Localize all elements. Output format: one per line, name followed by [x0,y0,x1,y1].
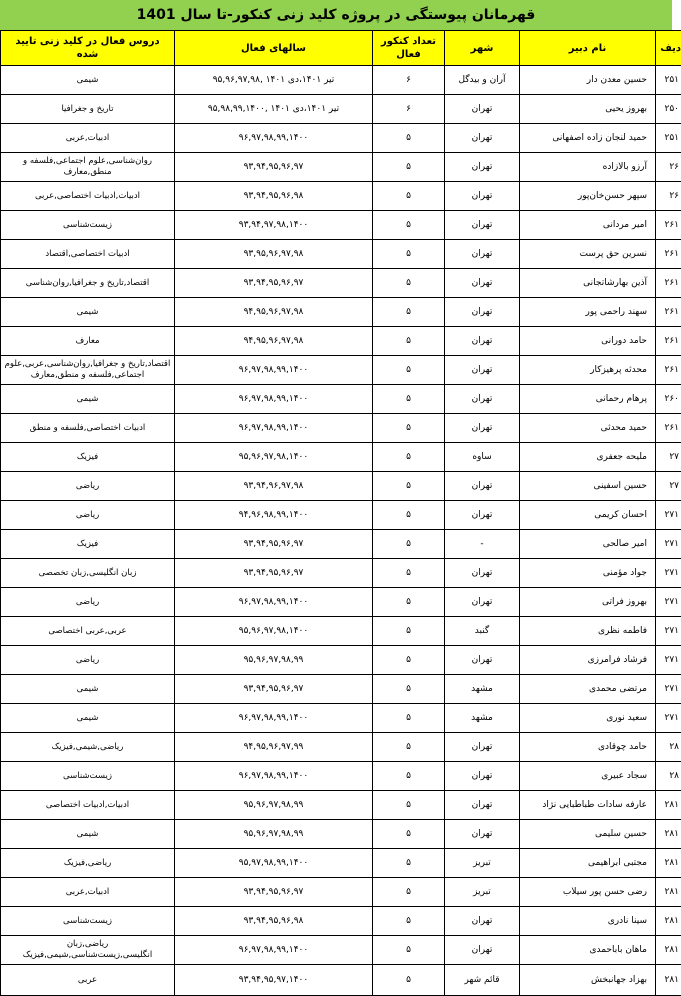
cell-count: ۵ [373,646,445,675]
cell-years: ۹۳,۹۴,۹۵,۹۶,۹۷ [175,675,373,704]
cell-code: ۲۷۱ [656,559,681,588]
cell-years: ۹۵,۹۶,۹۷,۹۸,۹۹ [175,820,373,849]
cell-subjects: شیمی [1,704,175,733]
cell-count: ۵ [373,153,445,182]
table-row [1,124,681,153]
cell-city: تهران [445,791,520,820]
cell-years: ۹۳,۹۴,۹۷,۹۸,۱۴۰۰ [175,211,373,240]
cell-name: آرزو بالازاده [520,153,656,182]
cell-city: آران و بیدگل [445,66,520,95]
table-row [1,269,681,298]
cell-city: تهران [445,646,520,675]
cell-years: ۹۳,۹۴,۹۵,۹۶,۹۷ [175,153,373,182]
cell-name: حمید محدثی [520,414,656,443]
cell-name: امیر مردانی [520,211,656,240]
cell-count: ۵ [373,211,445,240]
cell-subjects: ادبیات اختصاصی,اقتصاد [1,240,175,269]
table-row [1,646,681,675]
cell-city: تهران [445,414,520,443]
table-row [1,472,681,501]
header-city: شهر [445,31,520,66]
header-years: سالهای فعال [175,31,373,66]
table-row [1,530,681,559]
table-row [1,588,681,617]
cell-city: تهران [445,588,520,617]
cell-years: ۹۳,۹۴,۹۵,۹۶,۹۷ [175,878,373,907]
cell-count: ۵ [373,849,445,878]
cell-years: تیر ۱۴۰۱،دی ۱۴۰۱ ,۹۵,۹۸,۹۹,۱۴۰۰ [175,95,373,124]
table-row [1,820,681,849]
cell-subjects: معارف [1,327,175,356]
cell-count: ۵ [373,675,445,704]
cell-years: ۹۳,۹۴,۹۵,۹۶,۹۷ [175,269,373,298]
table-row [1,675,681,704]
table-row [1,443,681,472]
cell-code: ۲۸ [656,733,681,762]
table-row [1,240,681,269]
cell-code: ۲۷۱ [656,704,681,733]
cell-subjects: شیمی [1,820,175,849]
table-row [1,414,681,443]
cell-city: تهران [445,559,520,588]
cell-name: احسان کریمی [520,501,656,530]
cell-name: رضی حسن پور سیلاب [520,878,656,907]
table-row [1,936,681,965]
cell-code: ۲۶۱ [656,356,681,385]
cell-count: ۵ [373,530,445,559]
cell-subjects: زبان انگلیسی,زبان تخصصی [1,559,175,588]
cell-name: حامد دورانی [520,327,656,356]
cell-count: ۵ [373,356,445,385]
cell-count: ۵ [373,733,445,762]
cell-subjects: ادبیات,ادبیات اختصاصی,عربی [1,182,175,211]
cell-subjects: ریاضی,فیزیک [1,849,175,878]
cell-city: تهران [445,733,520,762]
cell-count: ۵ [373,704,445,733]
cell-city: تهران [445,762,520,791]
cell-city: تبریز [445,849,520,878]
cell-code: ۲۷۱ [656,530,681,559]
cell-code: ۲۶۱ [656,327,681,356]
table-row [1,762,681,791]
cell-count: ۵ [373,472,445,501]
cell-years: ۹۶,۹۷,۹۸,۹۹,۱۴۰۰ [175,356,373,385]
cell-subjects: اقتصاد,تاریخ و جغرافیا,روان‌شناسی [1,269,175,298]
table-row [1,327,681,356]
cell-count: ۵ [373,878,445,907]
cell-count: ۵ [373,907,445,936]
cell-city: تهران [445,211,520,240]
table-row [1,617,681,646]
cell-name: سعید نوری [520,704,656,733]
cell-code: ۲۸۱ [656,878,681,907]
cell-name: سپهر حسن‌خان‌پور [520,182,656,211]
cell-code: ۲۶۱ [656,211,681,240]
cell-count: ۵ [373,791,445,820]
header-row [1,31,681,66]
cell-name: ملیحه جعفری [520,443,656,472]
cell-code: ۲۸۱ [656,791,681,820]
cell-name: فاطمه نظری [520,617,656,646]
table-row [1,66,681,95]
cell-count: ۵ [373,327,445,356]
cell-count: ۵ [373,501,445,530]
cell-count: ۶ [373,95,445,124]
cell-years: ۹۳,۹۴,۹۶,۹۷,۹۸ [175,472,373,501]
cell-count: ۵ [373,936,445,965]
cell-years: ۹۵,۹۶,۹۷,۹۸,۹۹ [175,791,373,820]
table-row [1,849,681,878]
cell-subjects: ریاضی,زبان انگلیسی,زیست‌شناسی,شیمی,فیزیک [1,936,175,965]
cell-years: ۹۵,۹۶,۹۷,۹۸,۱۴۰۰ [175,617,373,646]
cell-years: ۹۴,۹۵,۹۶,۹۷,۹۸ [175,327,373,356]
cell-subjects: ریاضی [1,588,175,617]
cell-city: تهران [445,124,520,153]
cell-city: تهران [445,385,520,414]
teachers-table [0,30,681,996]
cell-years: ۹۶,۹۷,۹۸,۹۹,۱۴۰۰ [175,414,373,443]
cell-subjects: زیست‌شناسی [1,211,175,240]
cell-years: ۹۳,۹۵,۹۶,۹۷,۹۸ [175,240,373,269]
table-row [1,95,681,124]
table-row [1,559,681,588]
cell-code: ۲۶ [656,153,681,182]
table-row [1,211,681,240]
cell-name: حسین سلیمی [520,820,656,849]
cell-name: بهروز فراتی [520,588,656,617]
cell-count: ۵ [373,588,445,617]
cell-city: تهران [445,356,520,385]
table-row [1,298,681,327]
cell-name: حسین معدن دار [520,66,656,95]
cell-years: ۹۶,۹۷,۹۸,۹۹,۱۴۰۰ [175,124,373,153]
cell-city: تهران [445,820,520,849]
cell-subjects: اقتصاد,تاریخ و جغرافیا,روان‌شناسی,عربی,علوم اجتماعی,فلسفه و منطق,معارف [1,356,175,385]
cell-years: تیر ۱۴۰۱،دی ۱۴۰۱ ,۹۵,۹۶,۹۷,۹۸ [175,66,373,95]
cell-code: ۲۵۱ [656,124,681,153]
cell-name: سهند راحمی پور [520,298,656,327]
cell-code: ۲۶۱ [656,269,681,298]
cell-name: حامد چوقادی [520,733,656,762]
cell-name: حمید لنجان زاده اصفهانی [520,124,656,153]
table-row [1,965,681,996]
cell-years: ۹۳,۹۴,۹۵,۹۷,۱۴۰۰ [175,965,373,996]
table-row [1,501,681,530]
cell-subjects: شیمی [1,298,175,327]
cell-name: جواد مؤمنی [520,559,656,588]
cell-name: سجاد عبیری [520,762,656,791]
cell-city: تهران [445,298,520,327]
cell-count: ۵ [373,443,445,472]
table-body [1,66,681,996]
cell-city: تبریز [445,878,520,907]
cell-name: مرتضی محمدی [520,675,656,704]
cell-code: ۲۷۱ [656,501,681,530]
cell-years: ۹۵,۹۶,۹۷,۹۸,۹۹ [175,646,373,675]
cell-count: ۶ [373,66,445,95]
cell-years: ۹۴,۹۵,۹۶,۹۷,۹۹ [175,733,373,762]
cell-subjects: عربی [1,965,175,996]
cell-count: ۵ [373,820,445,849]
cell-name: سینا نادری [520,907,656,936]
cell-count: ۵ [373,269,445,298]
cell-city: تهران [445,327,520,356]
cell-years: ۹۳,۹۴,۹۵,۹۶,۹۸ [175,907,373,936]
cell-years: ۹۳,۹۴,۹۵,۹۶,۹۸ [175,182,373,211]
cell-count: ۵ [373,617,445,646]
cell-count: ۵ [373,182,445,211]
cell-subjects: ادبیات اختصاصی,فلسفه و منطق [1,414,175,443]
table-row [1,878,681,907]
cell-subjects: زیست‌شناسی [1,907,175,936]
cell-years: ۹۵,۹۶,۹۷,۹۸,۱۴۰۰ [175,443,373,472]
header-name: نام دبیر [520,31,656,66]
cell-name: نسرین حق پرست [520,240,656,269]
cell-subjects: ادبیات,ادبیات اختصاصی [1,791,175,820]
cell-code: ۲۷ [656,443,681,472]
cell-subjects: شیمی [1,385,175,414]
cell-subjects: ریاضی,شیمی,فیزیک [1,733,175,762]
cell-city: تهران [445,501,520,530]
cell-code: ۲۵۰ [656,95,681,124]
table-row [1,356,681,385]
cell-city: تهران [445,95,520,124]
cell-subjects: شیمی [1,675,175,704]
cell-years: ۹۴,۹۶,۹۸,۹۹,۱۴۰۰ [175,501,373,530]
cell-name: ماهان باباحمدی [520,936,656,965]
cell-city: ساوه [445,443,520,472]
cell-code: ۲۶۱ [656,414,681,443]
cell-code: ۲۵۱ [656,66,681,95]
cell-subjects: شیمی [1,66,175,95]
cell-code: ۲۸۱ [656,849,681,878]
cell-city: تهران [445,472,520,501]
table-row [1,791,681,820]
cell-subjects: فیزیک [1,530,175,559]
table-row [1,704,681,733]
cell-subjects: ریاضی [1,646,175,675]
cell-years: ۹۶,۹۷,۹۸,۹۹,۱۴۰۰ [175,588,373,617]
cell-subjects: عربی,عربی اختصاصی [1,617,175,646]
cell-city: - [445,530,520,559]
cell-code: ۲۸۱ [656,965,681,996]
cell-code: ۲۶۱ [656,240,681,269]
cell-city: تهران [445,269,520,298]
cell-city: گنبد [445,617,520,646]
cell-count: ۵ [373,559,445,588]
cell-city: قائم شهر [445,965,520,996]
cell-years: ۹۵,۹۷,۹۸,۹۹,۱۴۰۰ [175,849,373,878]
cell-code: ۲۸۱ [656,820,681,849]
header-code: دیف [656,31,681,66]
cell-name: محدثه پرهیزکار [520,356,656,385]
cell-count: ۵ [373,385,445,414]
cell-city: مشهد [445,675,520,704]
header-subjects: دروس فعال در کلید زنی تایید شده [1,31,175,66]
cell-name: بهزاد جهانبخش [520,965,656,996]
cell-code: ۲۸۱ [656,907,681,936]
cell-code: ۲۷ [656,472,681,501]
cell-subjects: تاریخ و جغرافیا [1,95,175,124]
cell-name: مجتبی ابراهیمی [520,849,656,878]
cell-code: ۲۷۱ [656,675,681,704]
cell-code: ۲۶۰ [656,385,681,414]
table-row [1,733,681,762]
cell-years: ۹۶,۹۷,۹۸,۹۹,۱۴۰۰ [175,385,373,414]
cell-years: ۹۴,۹۵,۹۶,۹۷,۹۸ [175,298,373,327]
cell-count: ۵ [373,124,445,153]
cell-name: آذین بهارشاتجانی [520,269,656,298]
cell-name: فرشاد فرامرزی [520,646,656,675]
cell-subjects: ریاضی [1,472,175,501]
cell-subjects: ریاضی [1,501,175,530]
cell-name: بهروز یحیی [520,95,656,124]
cell-count: ۵ [373,298,445,327]
cell-code: ۲۶۱ [656,298,681,327]
cell-city: تهران [445,240,520,269]
cell-years: ۹۶,۹۷,۹۸,۹۹,۱۴۰۰ [175,762,373,791]
table-row [1,907,681,936]
cell-city: تهران [445,153,520,182]
cell-code: ۲۸۱ [656,936,681,965]
cell-count: ۵ [373,762,445,791]
cell-city: تهران [445,936,520,965]
cell-city: تهران [445,907,520,936]
cell-code: ۲۷۱ [656,588,681,617]
cell-code: ۲۶ [656,182,681,211]
cell-years: ۹۶,۹۷,۹۸,۹۹,۱۴۰۰ [175,936,373,965]
cell-years: ۹۳,۹۴,۹۵,۹۶,۹۷ [175,559,373,588]
cell-code: ۲۷۱ [656,646,681,675]
cell-count: ۵ [373,965,445,996]
header-count: تعداد کنکور فعال [373,31,445,66]
table-row [1,153,681,182]
cell-subjects: ادبیات,عربی [1,878,175,907]
cell-count: ۵ [373,414,445,443]
cell-subjects: روان‌شناسی,علوم اجتماعی,فلسفه و منطق,معارف [1,153,175,182]
cell-count: ۵ [373,240,445,269]
cell-name: امیر صالحی [520,530,656,559]
cell-subjects: زیست‌شناسی [1,762,175,791]
cell-code: ۲۷۱ [656,617,681,646]
table-row [1,182,681,211]
cell-name: عارفه سادات طباطبایی نژاد [520,791,656,820]
cell-name: پرهام رحمانی [520,385,656,414]
cell-subjects: فیزیک [1,443,175,472]
cell-years: ۹۶,۹۷,۹۸,۹۹,۱۴۰۰ [175,704,373,733]
cell-subjects: ادبیات,عربی [1,124,175,153]
sheet-title: قهرمانان پیوستگی در پروژه کلید زنی کنکور-تا سال 1401 [0,0,672,31]
cell-city: مشهد [445,704,520,733]
cell-city: تهران [445,182,520,211]
cell-years: ۹۳,۹۴,۹۵,۹۶,۹۷ [175,530,373,559]
cell-name: حسین اسفینی [520,472,656,501]
table-row [1,385,681,414]
cell-code: ۲۸ [656,762,681,791]
